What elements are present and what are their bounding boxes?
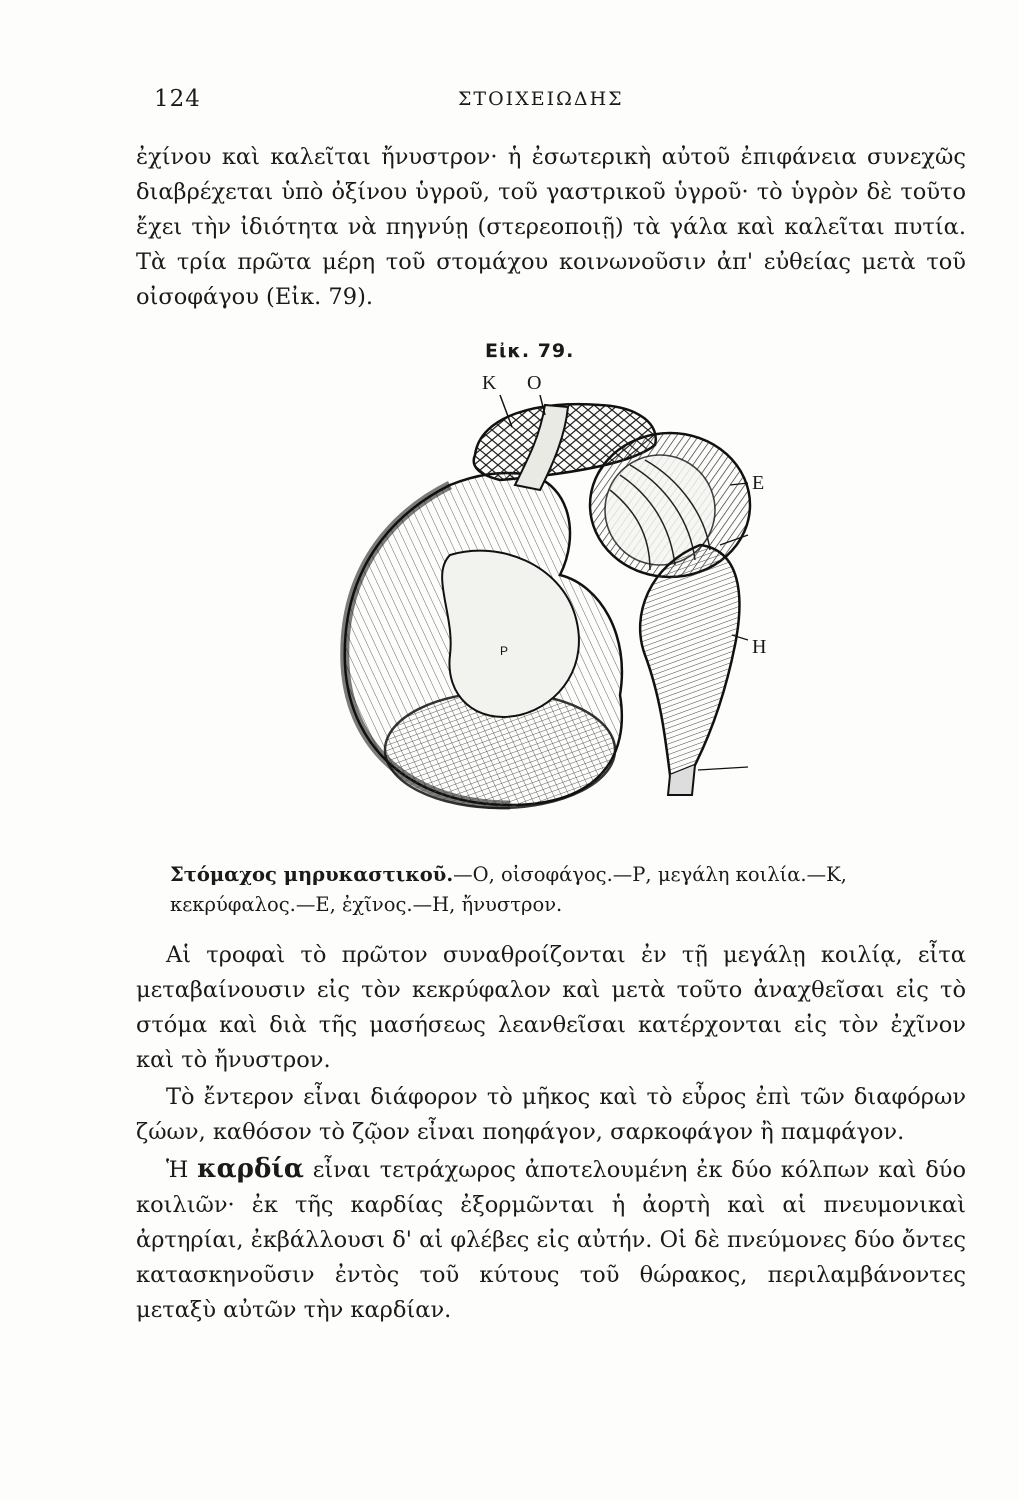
label-o: Ο xyxy=(527,372,542,394)
caption-rest: —Ο, οἰσοφάγος.—Ρ, μεγάλη κοιλία.—Κ, κεκρύφαλος.—Ε, ἐχῖνος.—Η, ἤνυστρον. xyxy=(170,863,847,916)
stomach-illustration xyxy=(300,335,800,815)
abomasum-shape xyxy=(640,545,739,775)
paragraph-food-path-text: Αἱ τροφαὶ τὸ πρῶτον συναθροίζονται ἐν τῇ μεγάλῃ κοιλίᾳ, εἶτα μεταβαίνουσιν εἰς τὸν κεκρύφαλον καὶ μετὰ τοῦτο ἀναχθεῖσαι εἰς τὸ στόμα καὶ διὰ τῆς μασήσεως λεανθεῖσαι κατέρχονται εἰς τὸν ἐχῖνον καὶ τὸ ἤνυστρον. xyxy=(136,942,966,1073)
paragraph-intestine-text: Τὸ ἔντερον εἶναι διάφορον τὸ μῆκος καὶ τὸ εὖρος ἐπὶ τῶν διαφόρων ζώων, καθόσον τὸ ζῷον εἶναι ποηφάγον, σαρκοφάγον ἢ παμφάγον. xyxy=(136,1084,966,1145)
paragraph-intestine xyxy=(136,1080,966,1150)
label-h: Η xyxy=(752,636,767,658)
caption-lead: Στόμαχος μηρυκαστικοῦ. xyxy=(170,863,454,886)
paragraph-stomach-intro: ἐχίνου καὶ καλεῖται ἤνυστρον· ἡ ἐσωτερικὴ αὐτοῦ ἐπιφάνεια συνεχῶς διαβρέχεται ὑπὸ ὀξίνου ὑγροῦ, τοῦ γαστρικοῦ ὑγροῦ· τὸ ὑγρὸν δὲ τοῦτο ἔχει τὴν ἰδιότητα νὰ πηγνύῃ (στερεοποιῇ) τὰ γάλα καὶ καλεῖται πυτία. Τὰ τρία πρῶτα μέρη τοῦ στομάχου κοινωνοῦσιν ἀπ' εὐθείας μετὰ τοῦ οἰσοφάγου (Εἰκ. 79). xyxy=(136,144,966,310)
label-e: Ε xyxy=(752,472,765,494)
page-header xyxy=(138,86,878,116)
paragraph-heart-pre: Ἡ xyxy=(166,1157,198,1183)
heart-keyword: καρδία xyxy=(197,1154,304,1184)
page-number: 124 xyxy=(154,86,201,112)
paragraph-heart xyxy=(136,1152,966,1328)
label-p: P xyxy=(500,644,509,658)
paragraph-heart-post: εἶναι τετράχωρος ἀποτελουμένη ἐκ δύο κόλπων καὶ δύο κοιλιῶν· ἐκ τῆς καρδίας ἐξορμῶνται ἡ ἀορτὴ καὶ αἱ πνευμονικαὶ ἀρτηρίαι, ἐκβάλλουσι δ' αἱ φλέβες εἰς αὐτήν. Οἱ δὲ πνεύμονες δύο ὄντες κατασκηνοῦσιν ἐντὸς τοῦ κύτους τοῦ θώρακος, περιλαμβάνοντες μεταξὺ αὐτῶν τὴν καρδίαν. xyxy=(136,1157,966,1323)
running-title: ΣΤΟΙΧΕΙΩΔΗΣ xyxy=(458,88,624,110)
paragraph-food-path xyxy=(136,938,966,1078)
figure-title: Εἰκ. 79. xyxy=(485,340,575,362)
label-k: Κ xyxy=(482,372,497,394)
figure-caption xyxy=(170,860,930,920)
